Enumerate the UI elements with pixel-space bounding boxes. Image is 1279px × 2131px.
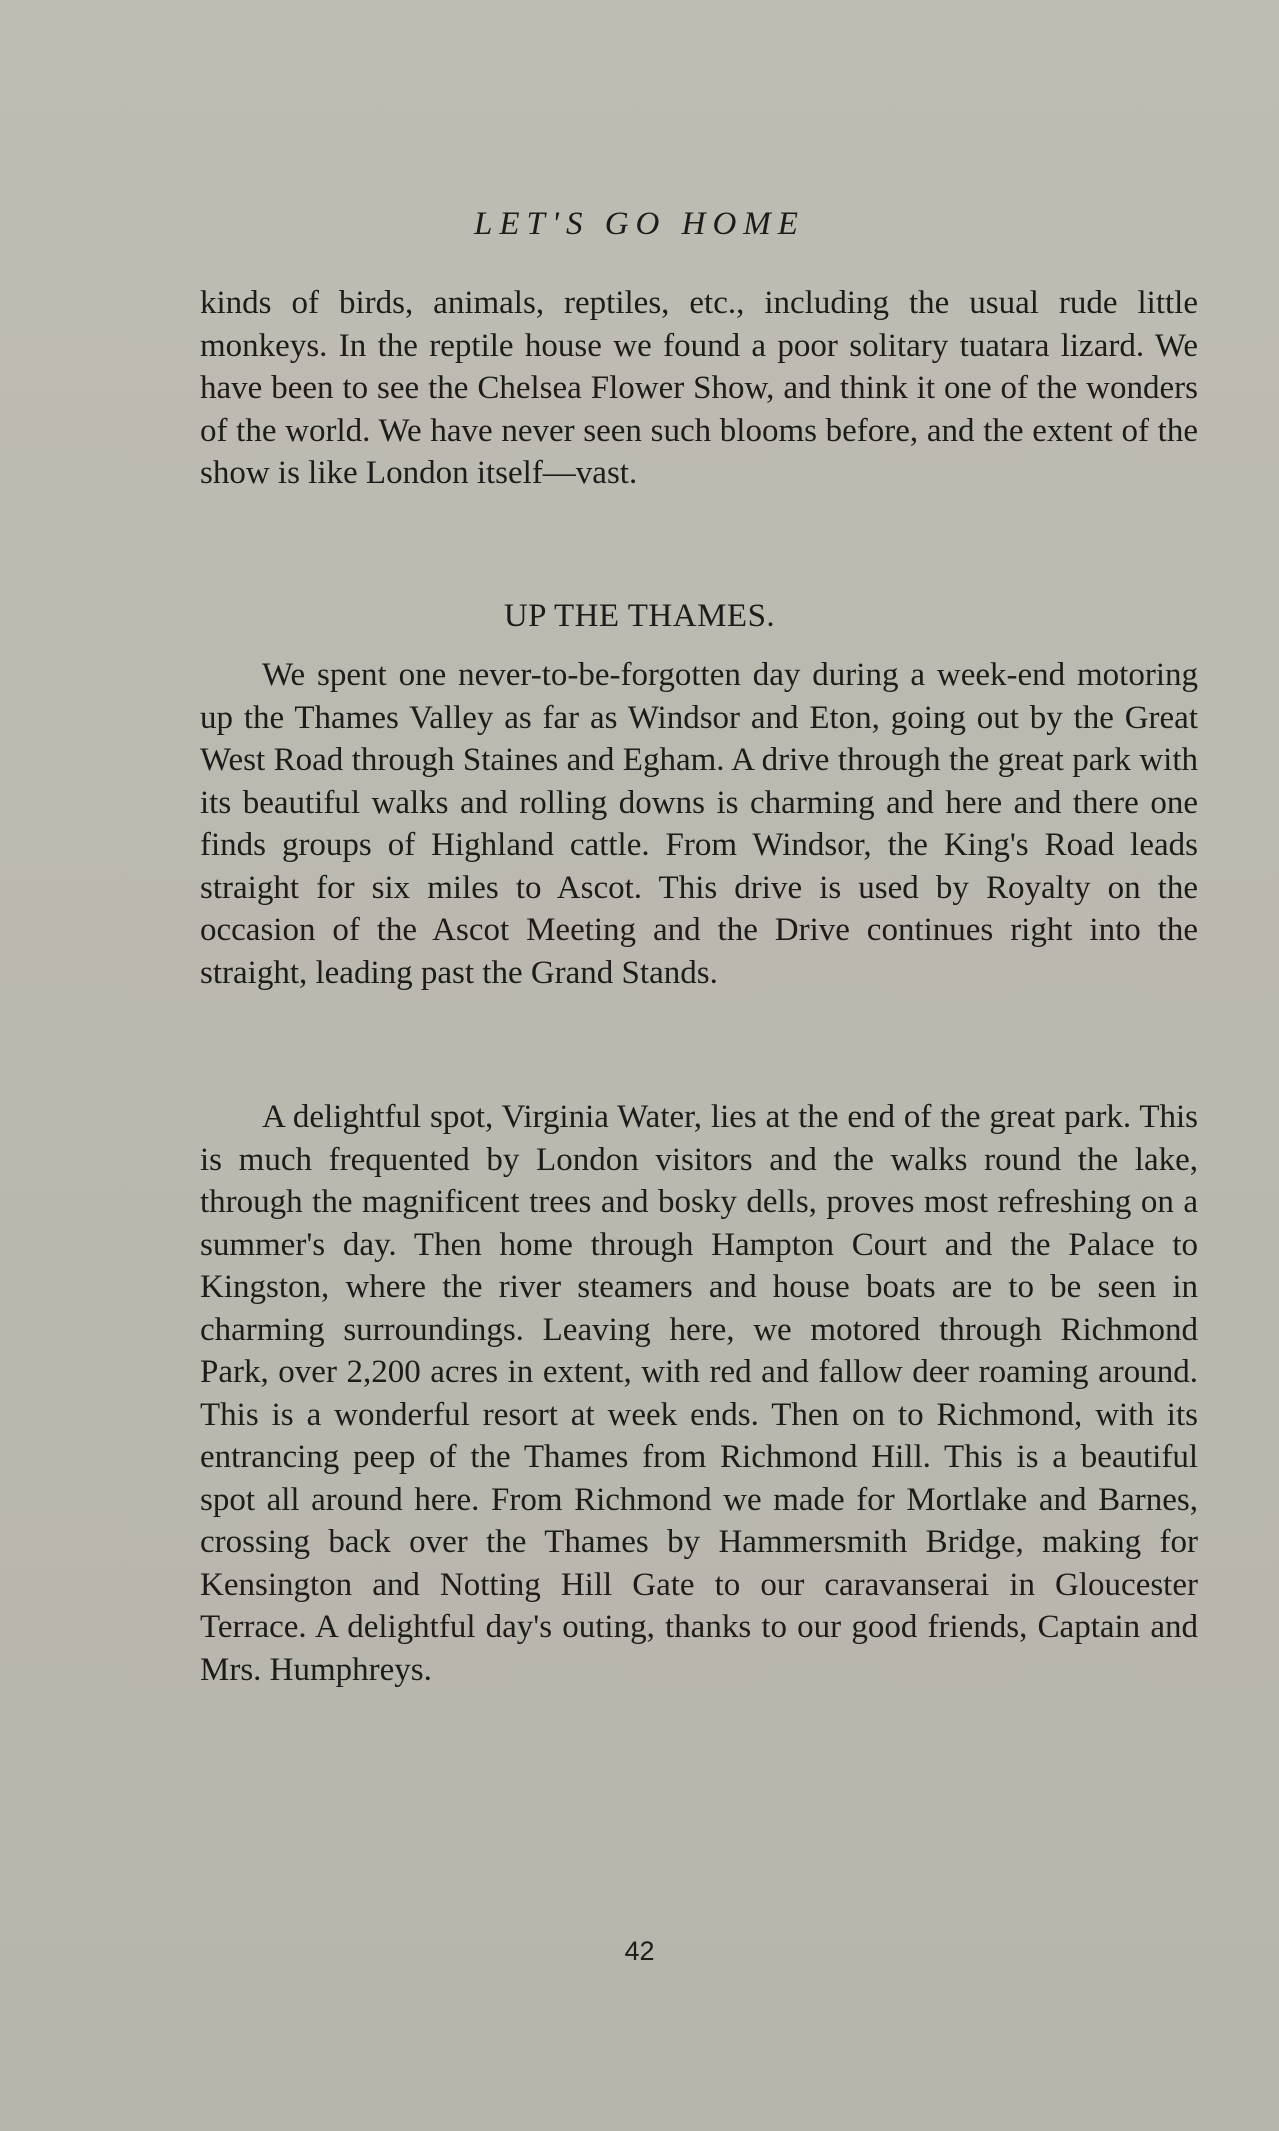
paragraph-1-text: kinds of birds, animals, reptiles, etc., including the usual rude little monkeys. In the reptile house we found a poor solitary tuatara lizard. We have been to see the Chelsea Flower Show, and think it one of the wonders of the world. We have never seen such blooms before, and the extent of the show is like London itself—vast. bbox=[200, 285, 1198, 491]
running-title: LET'S GO HOME bbox=[474, 206, 805, 242]
paragraph-continued bbox=[200, 282, 1198, 495]
page-number: 42 bbox=[624, 1936, 655, 1966]
paragraph-2-text: We spent one never-to-be-forgotten day during a week-end motoring up the Thames Valley as far as Windsor and Eton, going out by the Great West Road through Staines and Egham. A drive through the great park with its beautiful walks and rolling downs is charming and here and there one finds groups of Highland cattle. From Windsor, the King's Road leads straight for six miles to Ascot. This drive is used by Royalty on the occasion of the Ascot Meeting and the Drive continues right into the straight, leading past the Grand Stands. bbox=[200, 657, 1198, 991]
section-heading: UP THE THAMES. bbox=[503, 598, 776, 634]
paragraph-3-text: A delightful spot, Virginia Water, lies at the end of the great park. This is much frequented by London visitors and the walks round the lake, through the magnificent trees and bosky dells, proves most refreshing on a summer's day. Then home through Hampton Court and the Palace to Kingston, where the river steamers and house boats are to be seen in charming surroundings. Leaving here, we motored through Richmond Park, over 2,200 acres in extent, with red and fallow deer roaming around. This is a wonderful resort at week ends. Then on to Richmond, with its entrancing peep of the Thames from Richmond Hill. This is a beautiful spot all around here. From Richmond we made for Mortlake and Barnes, crossing back over the Thames by Hammersmith Bridge, making for Kensington and Notting Hill Gate to our caravanserai in Gloucester Terrace. A delightful day's outing, thanks to our good friends, Captain and Mrs. Humphreys. bbox=[200, 1099, 1198, 1688]
paragraph-virginia-water bbox=[200, 1096, 1198, 1691]
paragraph-thames-valley bbox=[200, 654, 1198, 994]
